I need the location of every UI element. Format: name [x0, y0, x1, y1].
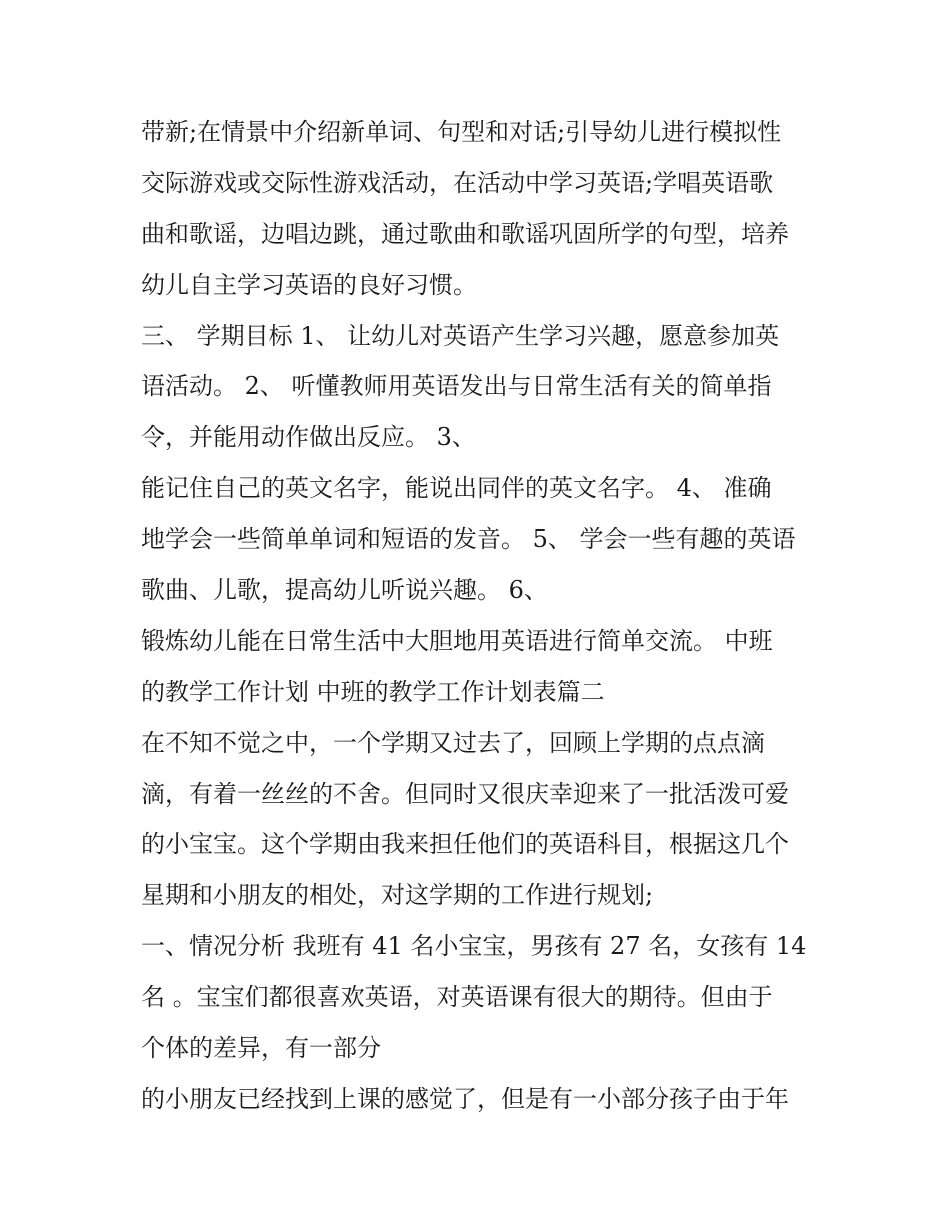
section-heading-line: 三、 学期目标 1、 让幼儿对英语产生学习兴趣，愿意参加英 [141, 321, 780, 350]
text-line: 幼儿自主学习英语的良好习惯。 [141, 270, 477, 299]
text-line: 个体的差异，有一部分 [141, 1034, 381, 1063]
text-line: 的小朋友已经找到上课的感觉了，但是有一小部分孩子由于年 [141, 1084, 789, 1113]
text-line: 名 。宝宝们都很喜欢英语，对英语课有很大的期待。但由于 [141, 983, 773, 1012]
text-line: 带新;在情景中介绍新单词、句型和对话;引导幼儿进行模拟性 [141, 118, 782, 146]
text-line: 在不知不觉之中，一个学期又过去了，回顾上学期的点点滴 [141, 728, 765, 757]
text-line: 锻炼幼儿能在日常生活中大胆地用英语进行简单交流。 中班 [141, 626, 773, 655]
text-line: 语活动。 2、 听懂教师用英语发出与日常生活有关的简单指 [141, 372, 772, 401]
document-body [141, 107, 821, 1125]
text-line: 歌曲、儿歌，提高幼儿听说兴趣。 6、 [141, 576, 548, 605]
text-line: 交际游戏或交际性游戏活动，在活动中学习英语;学唱英语歌 [141, 168, 774, 197]
text-line: 的教学工作计划 中班的教学工作计划表篇二 [141, 677, 605, 706]
text-line: 能记住自己的英文名字，能说出同伴的英文名字。 4、 准确 [141, 474, 772, 503]
text-line: 星期和小朋友的相处，对这学期的工作进行规划; [141, 881, 654, 910]
text-line: 的小宝宝。这个学期由我来担任他们的英语科目，根据这几个 [141, 830, 789, 859]
text-line: 地学会一些简单单词和短语的发音。 5、 学会一些有趣的英语 [141, 525, 796, 554]
section-heading-line: 一、情况分析 我班有 41 名小宝宝，男孩有 27 名，女孩有 14 [141, 932, 807, 961]
text-line: 滴，有着一丝丝的不舍。但同时又很庆幸迎来了一批活泼可爱 [141, 779, 789, 808]
text-line: 令，并能用动作做出反应。 3、 [141, 423, 476, 452]
text-line: 曲和歌谣，边唱边跳，通过歌曲和歌谣巩固所学的句型，培养 [141, 219, 789, 248]
